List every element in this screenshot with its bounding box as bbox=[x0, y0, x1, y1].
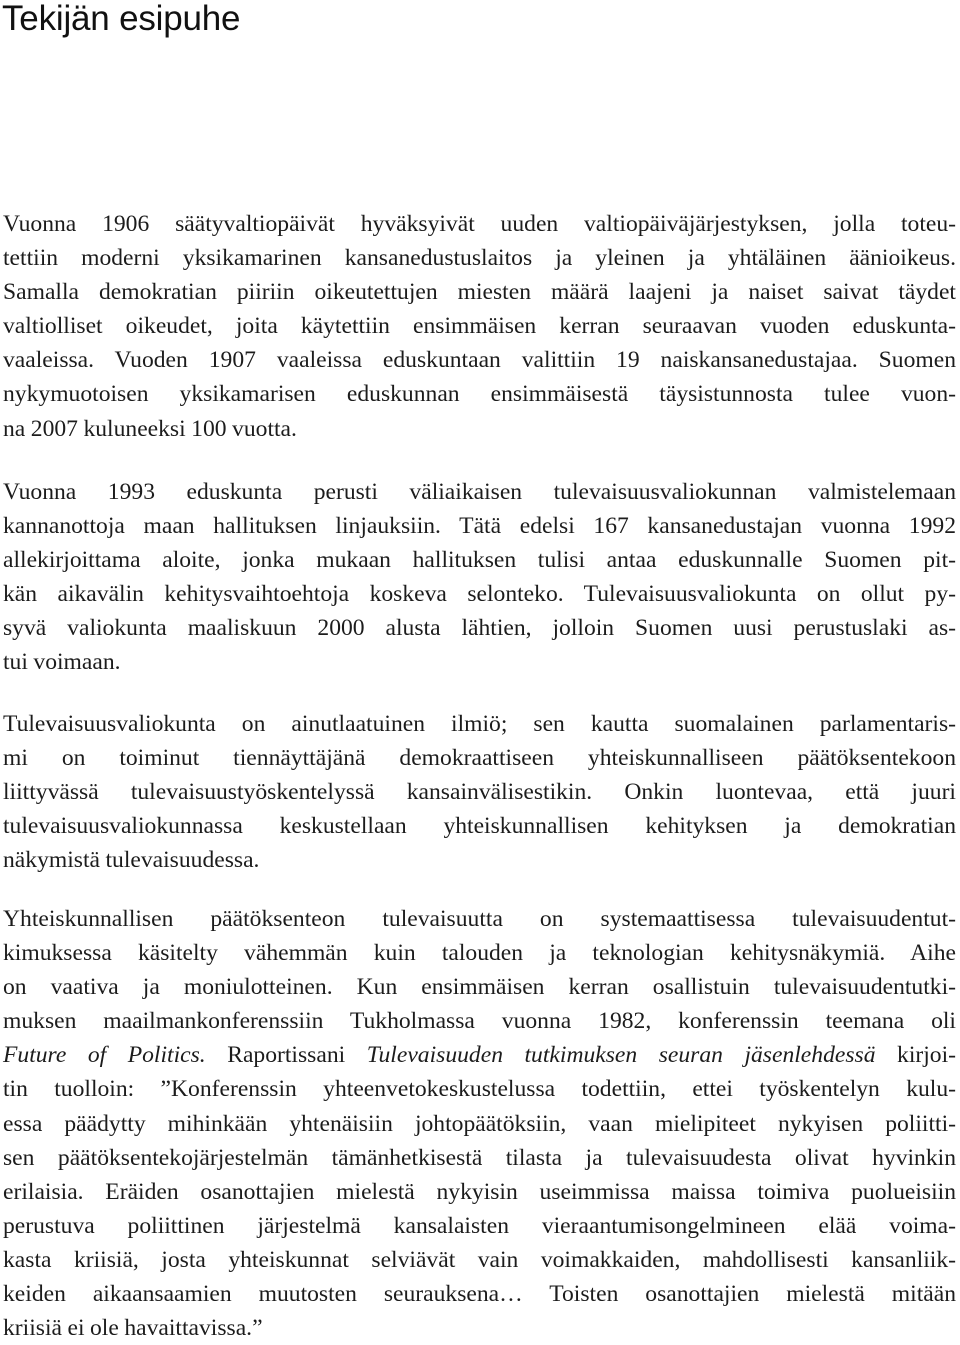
paragraph-4 bbox=[3, 902, 956, 1345]
text-line: essa päädytty mihinkään yhtenäisiin johtopäätöksiin, vaan mielipiteet nykyisen poliitti- bbox=[3, 1110, 956, 1137]
text-line: keiden aikaansaamien muutosten seurauksena… Toisten osanottajien mielestä mitään bbox=[3, 1281, 956, 1308]
text-line: tin tuolloin: ”Konferenssin yhteenvetokeskustelussa todettiin, ettei työskentelyn kulu- bbox=[3, 1076, 956, 1103]
paragraph-3 bbox=[3, 707, 956, 877]
text-line: sen päätöksentekojärjestelmän tämänhetkisestä tilasta ja tulevaisuudesta olivat hyvinkin bbox=[3, 1144, 956, 1171]
text-line: Yhteiskunnallisen päätöksenteon tulevaisuutta on systemaattisessa tulevaisuudentut- bbox=[3, 906, 956, 932]
text-line: kriisiä ei ole havaittavissa.” bbox=[3, 1315, 263, 1342]
text-line: tulevaisuusvaliokunnassa keskustellaan yhteiskunnallisen kehityksen ja demokratian bbox=[3, 813, 956, 840]
text-line: näkymistä tulevaisuudessa. bbox=[3, 847, 260, 874]
text-line: allekirjoittama aloite, jonka mukaan hallituksen tulisi antaa eduskunnalle Suomen pit- bbox=[3, 547, 956, 574]
text-line: muksen maailmankonferenssiin Tukholmassa vuonna 1982, konferenssin teemana oli bbox=[3, 1008, 956, 1035]
text-line: kasta kriisiä, josta yhteiskunnat selviävät vain voimakkaiden, mahdollisesti kansanliik- bbox=[3, 1246, 956, 1273]
text-line: Samalla demokratian piiriin oikeutettujen miesten määrä laajeni ja naiset saivat täydet bbox=[3, 279, 956, 306]
text-segment: Raportissani bbox=[205, 1042, 367, 1069]
text-line: na 2007 kuluneeksi 100 vuotta. bbox=[3, 415, 297, 442]
text-line: mi on toiminut tiennäyttäjänä demokraattiseen yhteiskunnalliseen päätöksentekoon bbox=[3, 745, 956, 772]
text-line: Vuonna 1906 säätyvaltiopäivät hyväksyivät uuden valtiopäiväjärjestyksen, jolla toteu- bbox=[3, 211, 956, 237]
text-line: kimuksessa käsitelty vähemmän kuin talouden ja teknologian kehitysnäkymiä. Aihe bbox=[3, 940, 956, 967]
text-line: tettiin moderni yksikamarinen kansanedustuslaitos ja yleinen ja yhtäläinen äänioikeus. bbox=[3, 245, 956, 272]
text-line: Tulevaisuusvaliokunta on ainutlaatuinen ilmiö; sen kautta suomalainen parlamentaris- bbox=[3, 711, 956, 737]
text-segment: kirjoi- bbox=[875, 1042, 956, 1069]
text-line: kän aikavälin kehitysvaihtoehtoja koskeva selonteko. Tulevaisuusvaliokunta on ollut py- bbox=[3, 581, 956, 608]
text-line: on vaativa ja moniulotteinen. Kun ensimmäisen kerran osallistuin tulevaisuudentutki- bbox=[3, 974, 956, 1001]
page-title: Tekijän esipuhe bbox=[2, 0, 241, 38]
italic-publication-name: Tulevaisuuden tutkimuksen seuran jäsenlehdessä bbox=[366, 1042, 876, 1069]
text-line: perustuva poliittinen järjestelmä kansalaisten vieraantumisongelmineen elää voima- bbox=[3, 1212, 956, 1239]
text-line: erilaisia. Eräiden osanottajien mielestä nykyisin useimmissa maissa toimiva puolueisiin bbox=[3, 1178, 956, 1205]
text-line: tui voimaan. bbox=[3, 649, 121, 676]
text-line: kannanottoja maan hallituksen linjauksiin. Tätä edelsi 167 kansanedustajan vuonna 1992 bbox=[3, 513, 956, 540]
text-line: Vuonna 1993 eduskunta perusti väliaikaisen tulevaisuusvaliokunnan valmistelemaan bbox=[3, 479, 956, 505]
text-line: syvä valiokunta maaliskuun 2000 alusta lähtien, jolloin Suomen uusi perustuslaki as- bbox=[3, 615, 956, 642]
text-line: liittyvässä tulevaisuustyöskentelyssä kansainvälisestikin. Onkin luontevaa, että juuri bbox=[3, 779, 956, 806]
paragraph-2 bbox=[3, 475, 956, 680]
text-line: nykymuotoisen yksikamarisen eduskunnan ensimmäisestä täysistunnosta tulee vuon- bbox=[3, 381, 956, 408]
italic-title-future-of-politics: Future of Politics. bbox=[3, 1042, 206, 1069]
paragraph-1 bbox=[3, 207, 956, 446]
text-line: vaaleissa. Vuoden 1907 vaaleissa eduskuntaan valittiin 19 naiskansanedustajaa. Suomen bbox=[3, 347, 956, 374]
text-line-mixed bbox=[3, 1038, 956, 1072]
text-line: valtiolliset oikeudet, joita käytettiin ensimmäisen kerran seuraavan vuoden eduskunta- bbox=[3, 313, 956, 340]
